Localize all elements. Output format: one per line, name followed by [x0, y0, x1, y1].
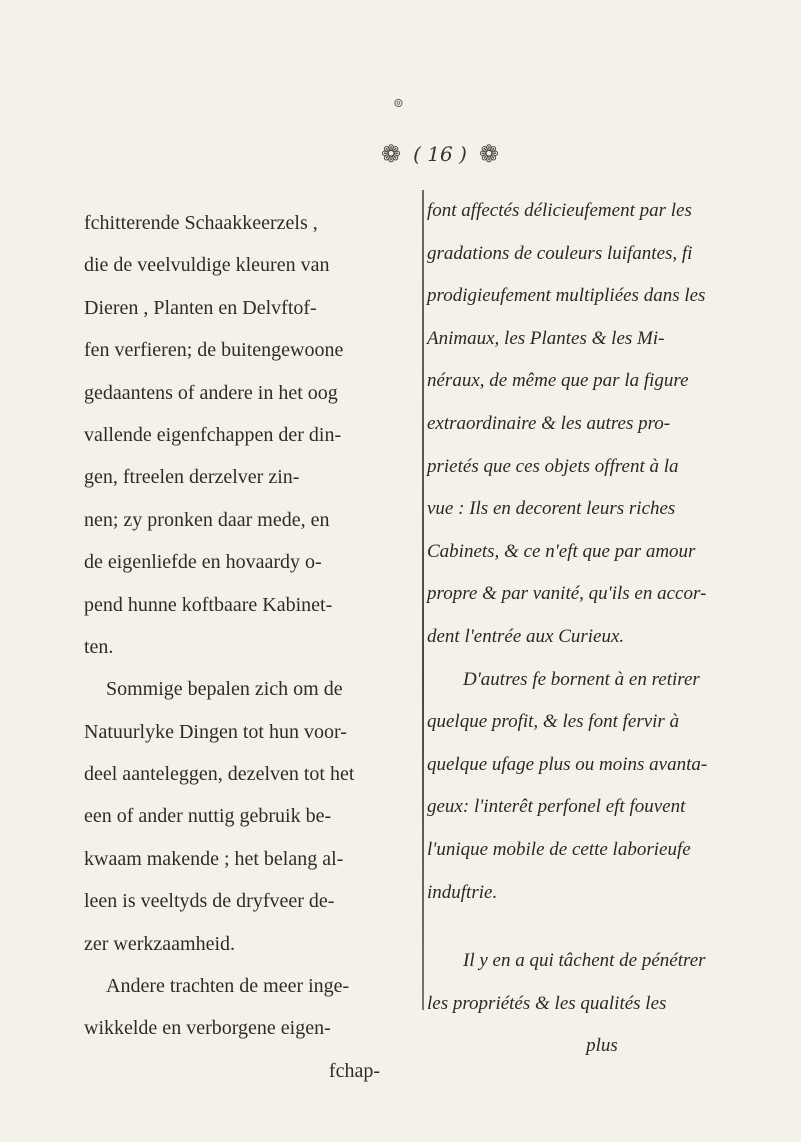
right-fleuron-icon: ❁	[478, 140, 499, 168]
text-line: l'unique mobile de cette laborieufe	[427, 838, 691, 860]
column-divider	[422, 190, 424, 1010]
text-line: fen verfieren; de buitengewoone	[84, 339, 344, 362]
text-line: induftrie.	[427, 881, 498, 903]
text-line: Cabinets, & ce n'eft que par amour	[427, 540, 696, 562]
text-line: dent l'entrée aux Curieux.	[427, 625, 625, 647]
text-line: prodigieufement multipliées dans les	[427, 285, 706, 307]
text-line: fchitterende Schaakkeerzels ,	[84, 212, 318, 234]
text-line: gradations de couleurs luifantes, fi	[427, 242, 693, 264]
text-line: vallende eigenfchappen der din-	[84, 423, 342, 446]
text-line: propre & par vanité, qu'ils en accor-	[427, 583, 707, 605]
dutch-column	[84, 202, 402, 1092]
text-line: extraordinaire & les autres pro-	[427, 412, 671, 434]
french-column	[427, 190, 777, 1068]
ornament-mark: ⊚	[393, 96, 404, 111]
text-line: de eigenliefde en hovaardy o-	[84, 551, 322, 574]
text-line: Natuurlyke Dingen tot hun voor-	[84, 720, 347, 743]
text-line: Animaux, les Plantes & les Mi-	[427, 327, 665, 349]
text-line: néraux, de même que par la figure	[427, 370, 689, 392]
page-header	[345, 134, 535, 174]
text-line: gedaantens of andere in het oog	[84, 381, 338, 404]
text-line: die de veelvuldige kleuren van	[84, 254, 330, 277]
text-line: les propriétés & les qualités les	[427, 992, 667, 1014]
text-line: zer werkzaamheid.	[84, 932, 236, 955]
catchword: fchap-	[328, 1059, 380, 1082]
text-line: kwaam makende ; het belang al-	[84, 847, 344, 870]
catchword: plus	[586, 1035, 618, 1057]
text-line: quelque ufage plus ou moins avanta-	[427, 753, 708, 775]
text-line: wikkelde en verborgene eigen-	[84, 1017, 331, 1040]
text-line: pend hunne koftbaare Kabinet-	[84, 593, 333, 616]
text-line: vue : Ils en decorent leurs riches	[427, 498, 676, 520]
text-line: D'autres fe bornent à en retirer	[463, 668, 700, 690]
text-line: prietés que ces objets offrent à la	[427, 455, 679, 477]
paragraph-gap	[427, 914, 777, 940]
page-number: ( 16 )	[413, 142, 467, 166]
text-line: Sommige bepalen zich om de	[106, 678, 343, 701]
text-line: ten.	[84, 635, 114, 658]
text-line: geux: l'interêt perfonel eft fouvent	[427, 796, 686, 818]
text-line: deel aanteleggen, dezelven tot het	[84, 763, 355, 786]
text-line: leen is veeltyds de dryfveer de-	[84, 890, 335, 913]
text-line: een of ander nuttig gebruik be-	[84, 805, 332, 828]
text-line: gen, ftreelen derzelver zin-	[84, 466, 300, 489]
left-fleuron-icon: ❁	[381, 140, 402, 168]
text-line: Andere trachten de meer inge-	[106, 975, 350, 998]
text-line: quelque profit, & les font fervir à	[427, 711, 680, 733]
text-line: Il y en a qui tâchent de pénétrer	[463, 950, 706, 972]
text-line: nen; zy pronken daar mede, en	[84, 508, 330, 531]
text-line: font affectés délicieufement par les	[427, 200, 692, 221]
text-line: Dieren , Planten en Delvftof-	[84, 296, 317, 319]
